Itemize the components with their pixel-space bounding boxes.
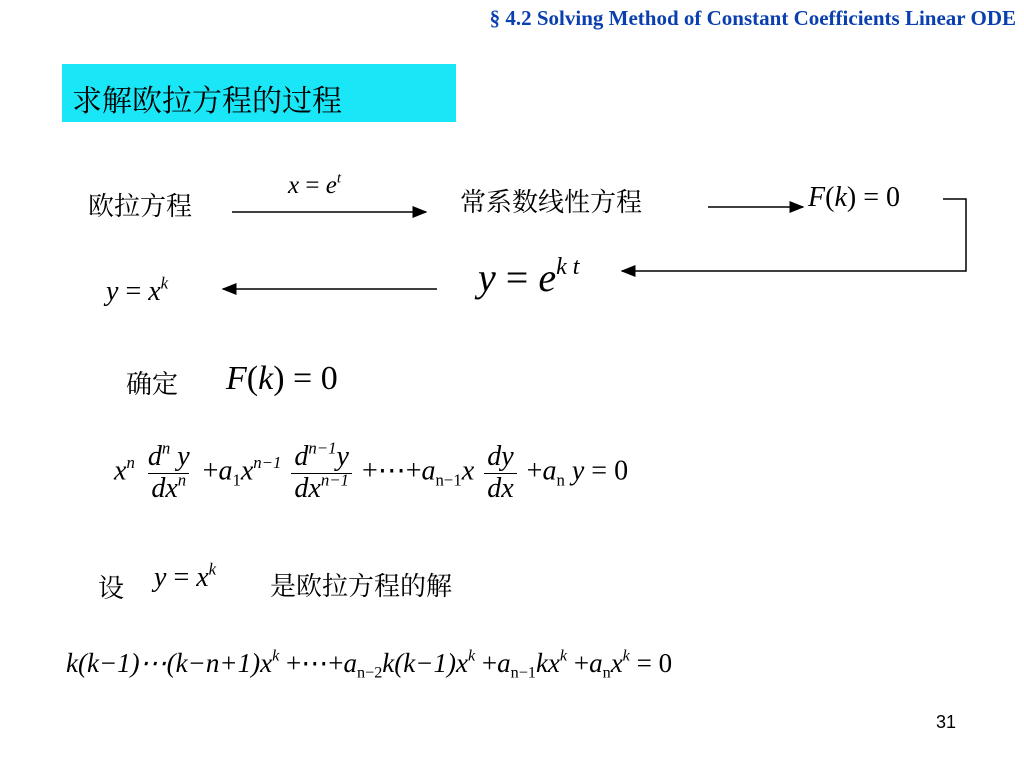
euler-equation-label: 欧拉方程 <box>88 192 193 222</box>
fraction-n-minus-1-derivative: $\frac{d^{n-1}y}{dx^{n-1}}$ <box>291 442 352 505</box>
characteristic-equation: F(k) = 0 <box>808 182 900 213</box>
determine-formula: F(k) = 0 <box>226 360 338 397</box>
solution-in-x: $y = x^k$ <box>106 273 169 307</box>
section-header: § 4.2 Solving Method of Constant Coefficients Linear ODE <box>489 6 1016 30</box>
determine-label: 确定 <box>126 370 179 400</box>
fraction-first-derivative: $\frac{dy}{dx}$ <box>484 442 516 505</box>
page-number: 31 <box>935 712 956 732</box>
assume-tail: 是欧拉方程的解 <box>270 572 453 602</box>
assume-formula: $y = x^k$ <box>154 559 217 593</box>
assume-label: 设 <box>98 574 125 604</box>
slide-title: 求解欧拉方程的过程 <box>72 84 342 119</box>
solution-in-t: $y = e^{k t}$ <box>478 254 580 300</box>
expanded-equation: $k(k-1)\cdots(k-n+1)x^k$ $+\cdots+a_{n-2}k(k-1)x^k +a_{n-1}kx^k +a_nx^k = 0$ <box>66 646 673 682</box>
const-coeff-equation-label: 常系数线性方程 <box>460 188 643 218</box>
fraction-nth-derivative: $\frac{d^n y}{dx^n}$ <box>147 438 190 504</box>
arrow-char-to-solution <box>622 199 966 271</box>
euler-ode: $x^n$ $\frac{d^n y}{dx^n}$ $+a_1x^{n-1}$ $\frac{d^{n-1}y}{dx^{n-1}}$ $+\cdots+a_{n-1}x$ $\frac{dy}{dx}$ $+a_n$ y = 0 <box>114 438 629 504</box>
substitution-formula: $x = e^t$ <box>288 170 341 199</box>
